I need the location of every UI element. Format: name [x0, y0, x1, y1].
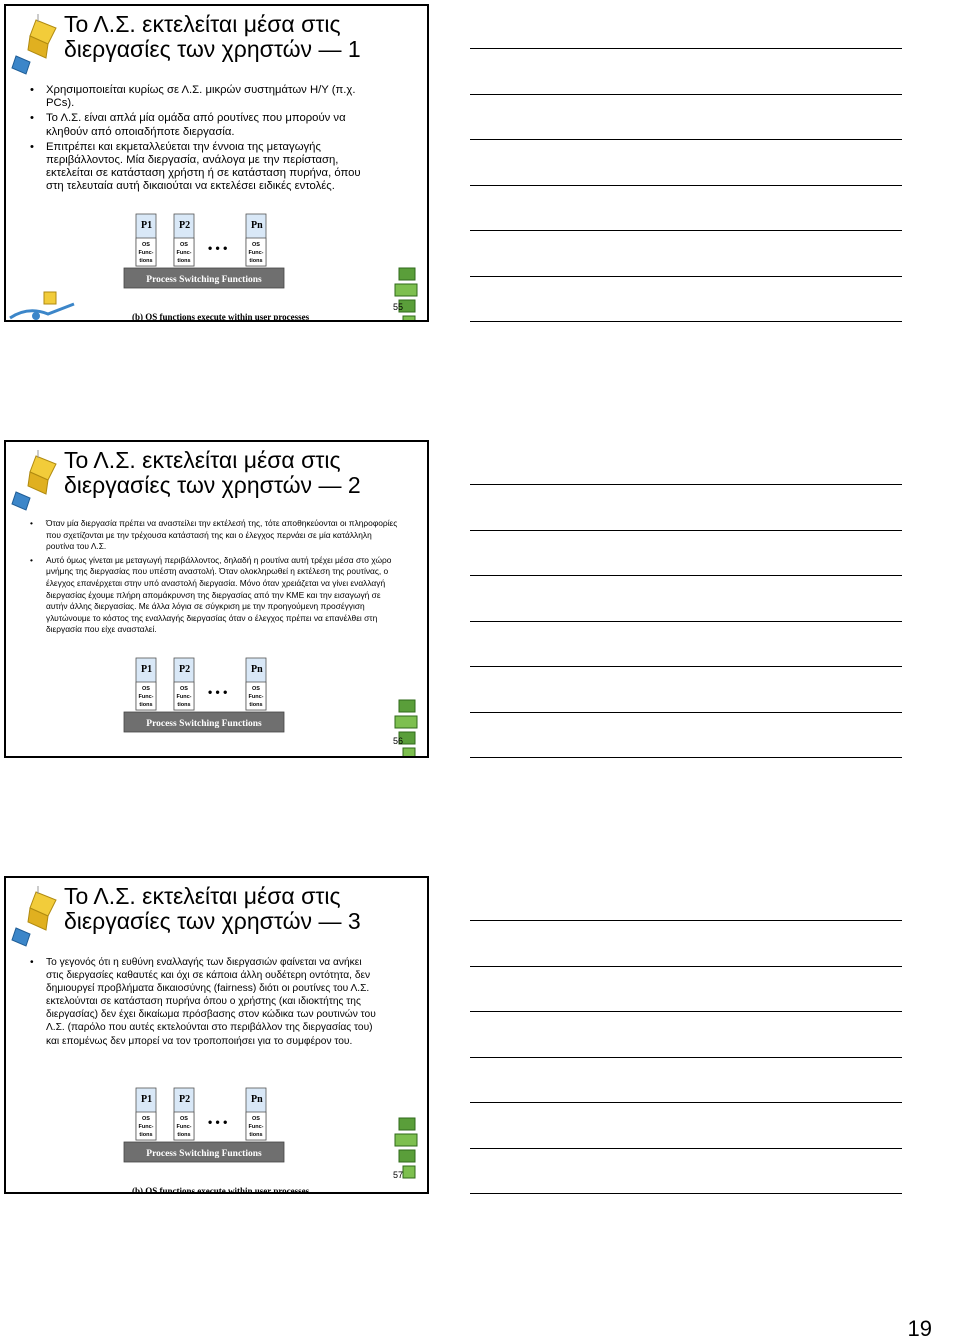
os-label: Func- [248, 250, 264, 256]
note-line [470, 1148, 902, 1149]
process-switching-label: Process Switching Functions [146, 275, 262, 285]
note-line [470, 966, 902, 967]
os-label: tions [139, 702, 153, 708]
slide-title-line2: διεργασίες των χρηστών — 2 [64, 472, 361, 498]
process-label-p1: P1 [141, 220, 153, 231]
note-line [470, 185, 902, 186]
process-pn [246, 1088, 266, 1140]
process-switching-label: Process Switching Functions [146, 1149, 262, 1159]
os-label: tions [177, 258, 191, 264]
process-label-pn: Pn [251, 664, 263, 675]
slide-title-line2: διεργασίες των χρηστών — 1 [64, 36, 361, 62]
bullet-list [30, 956, 378, 1050]
note-line [470, 1011, 902, 1012]
process-pn [246, 214, 266, 266]
slide-title-line1: Το Λ.Σ. εκτελείται μέσα στις [64, 11, 341, 37]
slide-page-number: 56 [392, 736, 403, 746]
note-line [470, 48, 902, 49]
os-label: Func- [176, 1124, 192, 1130]
os-label: Func- [176, 250, 192, 256]
os-label: OS [142, 686, 150, 692]
diagram-caption: (b) OS functions execute within user processes [132, 312, 310, 322]
cube-decoration-icon [8, 884, 68, 954]
slide-56 [4, 440, 429, 766]
os-label: Func- [248, 1124, 264, 1130]
slide-title [64, 448, 424, 498]
process-pn [246, 658, 266, 710]
os-label: OS [252, 1116, 260, 1122]
note-line [470, 139, 902, 140]
process-label-p2: P2 [179, 220, 191, 231]
slide-title-line1: Το Λ.Σ. εκτελείται μέσα στις [64, 883, 341, 909]
note-line [470, 1102, 902, 1103]
slide-57 [4, 876, 429, 1194]
process-label-p1: P1 [141, 1094, 153, 1105]
slide-page-number: 55 [392, 302, 403, 312]
ellipsis: • • • [208, 685, 228, 699]
cube-decoration-icon [8, 448, 68, 518]
process-p2 [174, 1088, 194, 1140]
cube-decoration-icon [8, 12, 68, 82]
gear-stack-icon [391, 696, 423, 758]
slide-page-number: 57 [392, 1170, 403, 1180]
os-label: tions [249, 702, 263, 708]
note-line [470, 920, 902, 921]
os-process-diagram [116, 656, 356, 766]
ellipsis: • • • [208, 1115, 228, 1129]
process-label-pn: Pn [251, 1094, 263, 1105]
os-process-diagram [116, 212, 356, 322]
note-line [470, 230, 902, 231]
os-label: OS [142, 242, 150, 248]
bullet-item: • Επιτρέπει και εκμεταλλεύεται την έννοια της μεταγωγής περιβάλλοντος. Μία διεργασία, ανάλογα με την περίσταση, εκτελείται σε κατάσταση χρήστη ή σε κατάσταση πυρήνα, όπου στη τελευταία αυτή δικαιούται να εκτελέσει ειδικές εντολές. [30, 141, 378, 194]
bullet-list [30, 518, 402, 638]
process-p2 [174, 658, 194, 710]
os-label: OS [252, 242, 260, 248]
os-label: Func- [138, 250, 154, 256]
os-label: Func- [138, 694, 154, 700]
os-label: tions [249, 258, 263, 264]
ellipsis: • • • [208, 241, 228, 255]
bullet-item: • Όταν μία διεργασία πρέπει να αναστείλει την εκτέλεσή της, τότε αποθηκεύονται οι πληροφορίες που σχετίζονται με την τρέχουσα κατάστασή της και ο έλεγχος περνάει σε μία κατάλληλη ρουτίνα του Λ.Σ. [30, 518, 402, 553]
slide-title [64, 12, 424, 62]
slide-title-line2: διεργασίες των χρηστών — 3 [64, 908, 361, 934]
bullet-item: • Αυτό όμως γίνεται με μεταγωγή περιβάλλοντος, δηλαδή η ρουτίνα αυτή τρέχει μέσα στο χώρο μνήμης της διεργασίας που υπέστη αναστολή. Όταν ολοκληρωθεί η εκτέλεση της ρουτίνας, ο έλεγχος επανέρχεται στην υπό αναστολή διεργασία. Μόνο όταν χρειάζεται να γίνει εναλλαγή διεργασίας έχουμε πλήρη απομάκρυνση της διεργασίας από την ΚΜΕ και την εισαγωγή σε αυτήν άλλης διεργασίας. Με άλλα λόγια σε σύγκριση με την προηγούμενη προσέγγιση γλυτώνουμε το κόστος της εναλλαγής διεργασίας όταν ο έλεγχος πρέπει να επανέλθει στη διεργασία που είχε ανασταλεί. [30, 555, 402, 636]
process-p1 [136, 658, 156, 710]
page-footer-number: 19 [907, 1316, 932, 1341]
note-line [470, 757, 902, 758]
slide-55 [4, 4, 429, 322]
process-label-pn: Pn [251, 220, 263, 231]
note-line [470, 94, 902, 95]
note-line [470, 484, 902, 485]
os-label: tions [249, 1132, 263, 1138]
os-label: tions [139, 258, 153, 264]
process-p2 [174, 214, 194, 266]
os-label: OS [180, 686, 188, 692]
os-label: tions [139, 1132, 153, 1138]
figure-cube-icon [8, 288, 78, 322]
diagram-caption: (b) OS functions execute within user processes [132, 1186, 310, 1196]
note-line [470, 1057, 902, 1058]
note-line [470, 321, 902, 322]
process-switching-label: Process Switching Functions [146, 719, 262, 729]
process-label-p2: P2 [179, 1094, 191, 1105]
note-line [470, 621, 902, 622]
note-line [470, 530, 902, 531]
os-process-diagram [116, 1086, 356, 1194]
slide-title [64, 884, 424, 934]
gear-stack-icon [391, 264, 423, 322]
diagram-caption: (b) OS functions execute within user processes [132, 756, 310, 766]
os-label: OS [180, 1116, 188, 1122]
note-line [470, 276, 902, 277]
os-label: Func- [138, 1124, 154, 1130]
note-line [470, 666, 902, 667]
note-line [470, 1193, 902, 1194]
note-line [470, 575, 902, 576]
process-label-p2: P2 [179, 664, 191, 675]
note-line [470, 712, 902, 713]
os-label: OS [252, 686, 260, 692]
process-label-p1: P1 [141, 664, 153, 675]
os-label: Func- [248, 694, 264, 700]
process-p1 [136, 214, 156, 266]
bullet-item: • Χρησιμοποιείται κυρίως σε Λ.Σ. μικρών συστημάτων Η/Υ (π.χ. PCs). [30, 84, 378, 110]
os-label: OS [180, 242, 188, 248]
bullet-item: • Το Λ.Σ. είναι απλά μία ομάδα από ρουτίνες που μπορούν να κληθούν από οποιαδήποτε διεργασία. [30, 112, 378, 138]
os-label: tions [177, 1132, 191, 1138]
slide-title-line1: Το Λ.Σ. εκτελείται μέσα στις [64, 447, 341, 473]
process-p1 [136, 1088, 156, 1140]
bullet-list [30, 84, 378, 196]
os-label: OS [142, 1116, 150, 1122]
bullet-item: • Το γεγονός ότι η ευθύνη εναλλαγής των διεργασιών φαίνεται να ανήκει στις διεργασίες καθαυτές και όχι σε κάποια άλλη ουδέτερη οντότητα, δεν δημιουργεί προβλήματα δικαιοσύνης (fairness) διότι οι ρουτίνες του Λ.Σ. εκτελούνται σε κατάσταση πυρήνα όπου ο χρήστης (και ιδιοκτήτης της διεργασίας) δεν έχει δικαίωμα πρόσβασης στον κώδικα των ρουτινών του Λ.Σ. (παρόλο που αυτές εκτελούνται στο περιβάλλον της διεργασίας του) και επομένως δεν μπορεί να τον τροποποιήσει για το συμφέρον του. [30, 956, 378, 1048]
os-label: tions [177, 702, 191, 708]
os-label: Func- [176, 694, 192, 700]
